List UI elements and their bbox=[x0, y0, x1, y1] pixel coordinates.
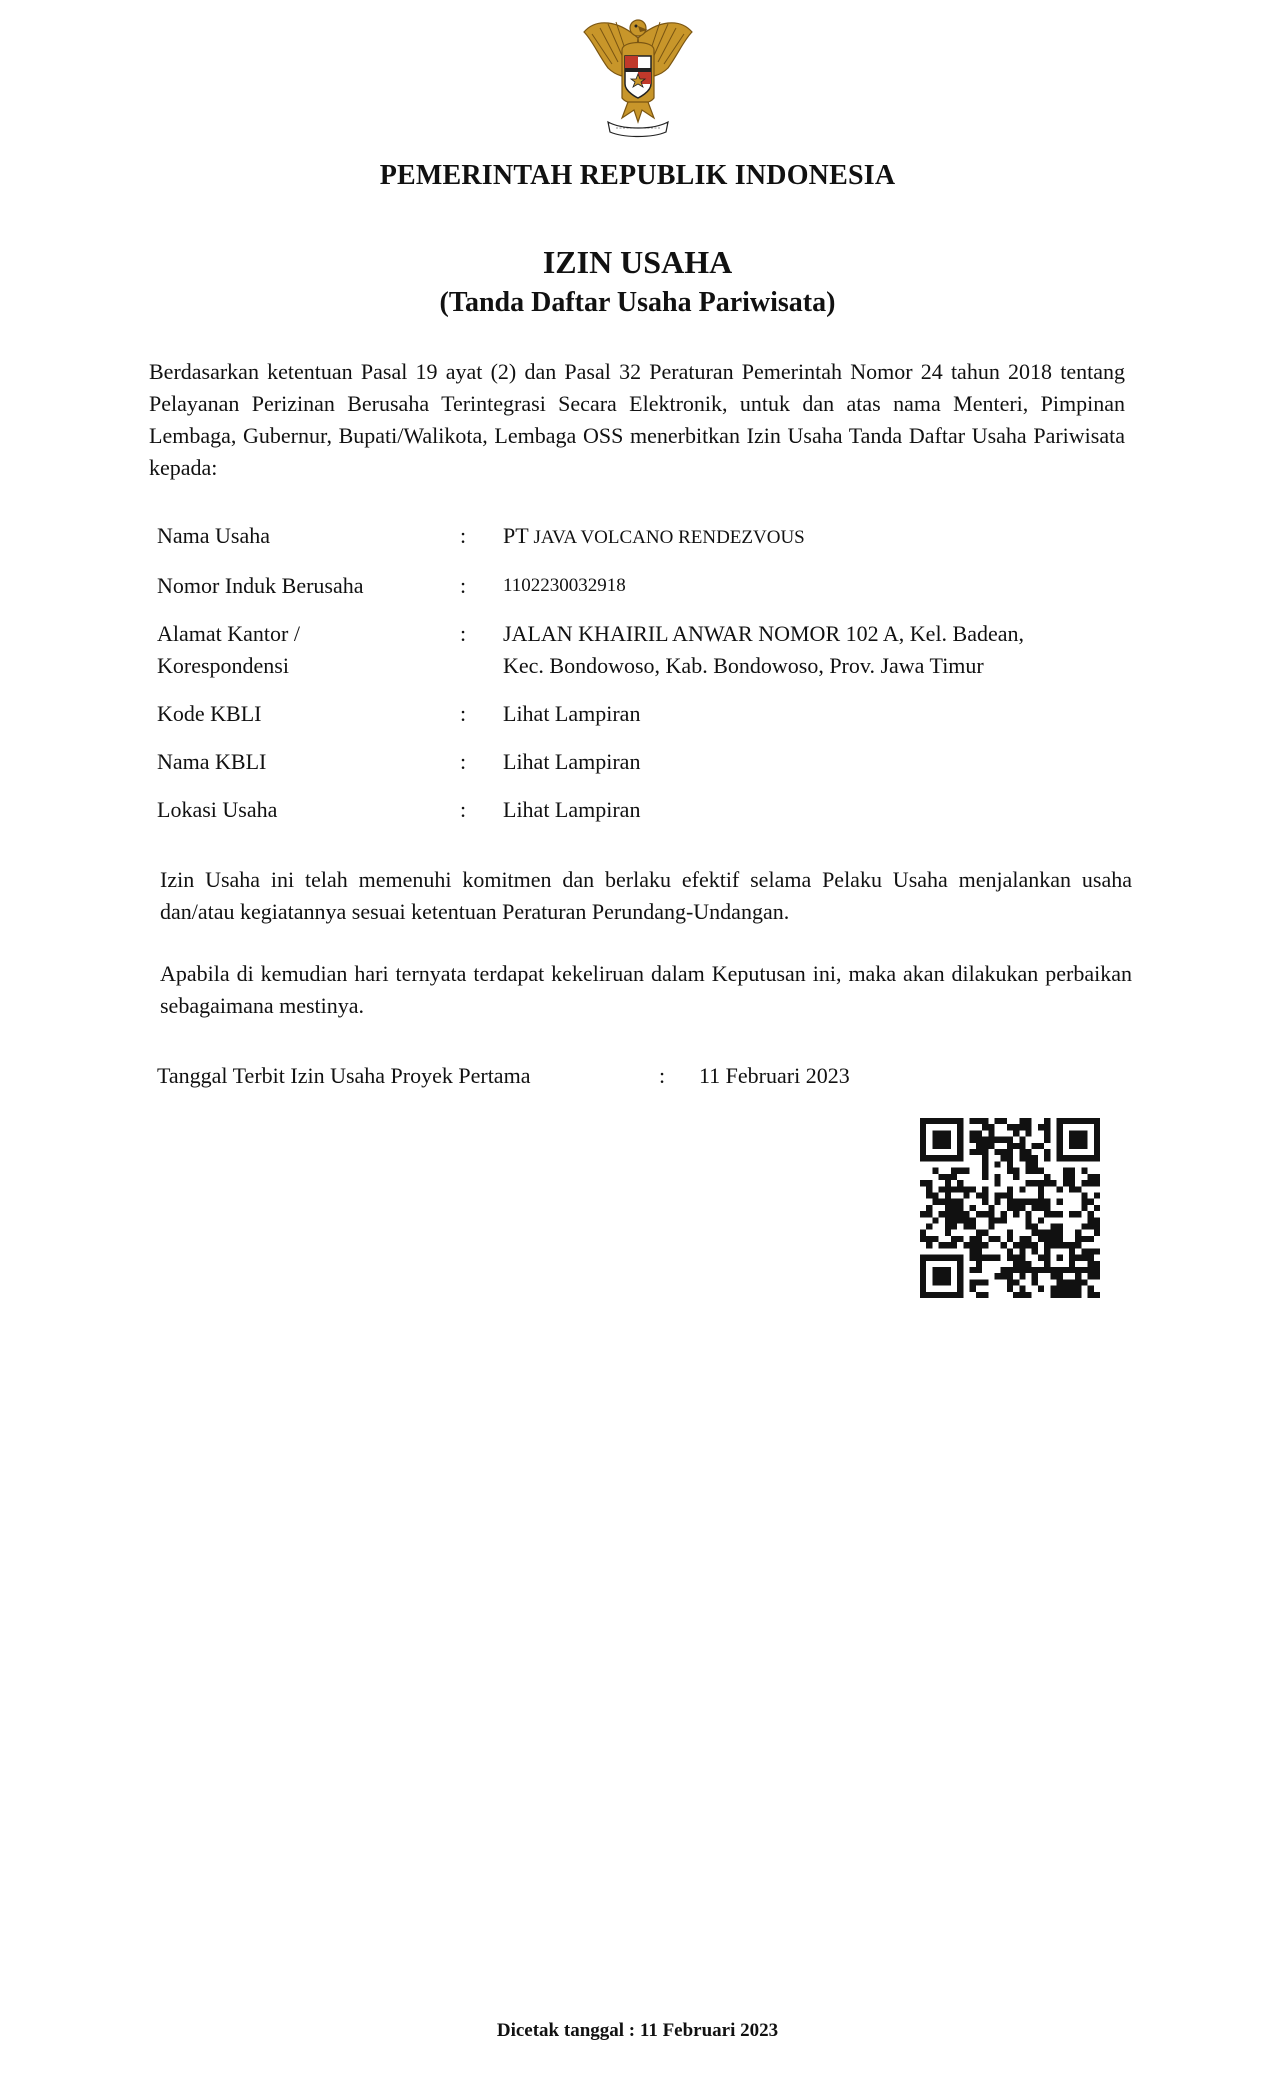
field-label-line: Alamat Kantor / bbox=[157, 621, 300, 646]
field-colon: : bbox=[460, 749, 467, 774]
document-subtitle: (Tanda Daftar Usaha Pariwisata) bbox=[439, 287, 836, 318]
printed-date: Dicetak tanggal : 11 Februari 2023 bbox=[496, 2020, 779, 2041]
field-colon: : bbox=[460, 701, 467, 726]
field-nama-kbli bbox=[157, 746, 1137, 778]
field-value: Lihat Lampiran bbox=[503, 749, 641, 774]
field-value bbox=[503, 520, 1137, 554]
field-value: Lihat Lampiran bbox=[503, 797, 641, 822]
issue-date-label: Tanggal Terbit Izin Usaha Proyek Pertama bbox=[157, 1063, 531, 1088]
document-title: IZIN USAHA bbox=[542, 244, 733, 280]
field-value bbox=[503, 618, 1137, 682]
government-heading: PEMERINTAH REPUBLIK INDONESIA bbox=[379, 160, 896, 191]
field-nomor-induk bbox=[157, 570, 1137, 602]
field-label: Kode KBLI bbox=[157, 701, 262, 726]
field-colon: : bbox=[460, 573, 467, 598]
intro-paragraph: Berdasarkan ketentuan Pasal 19 ayat (2) dan Pasal 32 Peraturan Pemerintah Nomor 24 tahun 2018 tentang Pelayanan Perizinan Berusaha Terintegrasi Secara Elektronik, untuk dan atas nama Menteri, Pimpinan Lembaga, Gubernur, Bupati/Walikota, Lembaga OSS menerbitkan Izin Usaha Tanda Daftar Usaha Pariwisata kepada: bbox=[149, 359, 1125, 480]
field-value-line: JALAN KHAIRIL ANWAR NOMOR 102 A, Kel. Badean, bbox=[503, 621, 1025, 646]
field-alamat bbox=[157, 618, 1137, 682]
field-value-rest: JAVA VOLCANO RENDEZVOUS bbox=[528, 527, 805, 548]
qr-code-icon bbox=[920, 1118, 1100, 1298]
field-nama-usaha bbox=[157, 520, 1137, 554]
field-label: Nama KBLI bbox=[157, 749, 267, 774]
issue-date-value: 11 Februari 2023 bbox=[699, 1063, 850, 1088]
field-value-line: Kec. Bondowoso, Kab. Bondowoso, Prov. Jawa Timur bbox=[503, 653, 984, 678]
field-label: Nama Usaha bbox=[157, 523, 271, 548]
validity-paragraph: Izin Usaha ini telah memenuhi komitmen dan berlaku efektif selama Pelaku Usaha menjalankan usaha dan/atau kegiatannya sesuai ketentuan Peraturan Perundang-Undangan. bbox=[160, 867, 1132, 924]
field-label: Nomor Induk Berusaha bbox=[157, 573, 364, 598]
field-label bbox=[157, 618, 457, 682]
field-label: Lokasi Usaha bbox=[157, 797, 278, 822]
field-colon: : bbox=[460, 621, 467, 646]
field-label-line: Korespondensi bbox=[157, 653, 289, 678]
garuda-emblem-icon bbox=[578, 10, 698, 140]
field-colon: : bbox=[460, 797, 467, 822]
business-details bbox=[157, 520, 1137, 842]
field-value: Lihat Lampiran bbox=[503, 701, 641, 726]
issue-date-colon: : bbox=[659, 1063, 666, 1088]
field-value-lead: PT bbox=[503, 523, 529, 548]
field-value: 1102230032918 bbox=[503, 575, 626, 596]
field-kode-kbli bbox=[157, 698, 1137, 730]
field-lokasi-usaha bbox=[157, 794, 1137, 826]
correction-paragraph: Apabila di kemudian hari ternyata terdapat kekeliruan dalam Keputusan ini, maka akan dilakukan perbaikan sebagaimana mestinya. bbox=[160, 961, 1132, 1018]
field-colon: : bbox=[460, 523, 467, 548]
